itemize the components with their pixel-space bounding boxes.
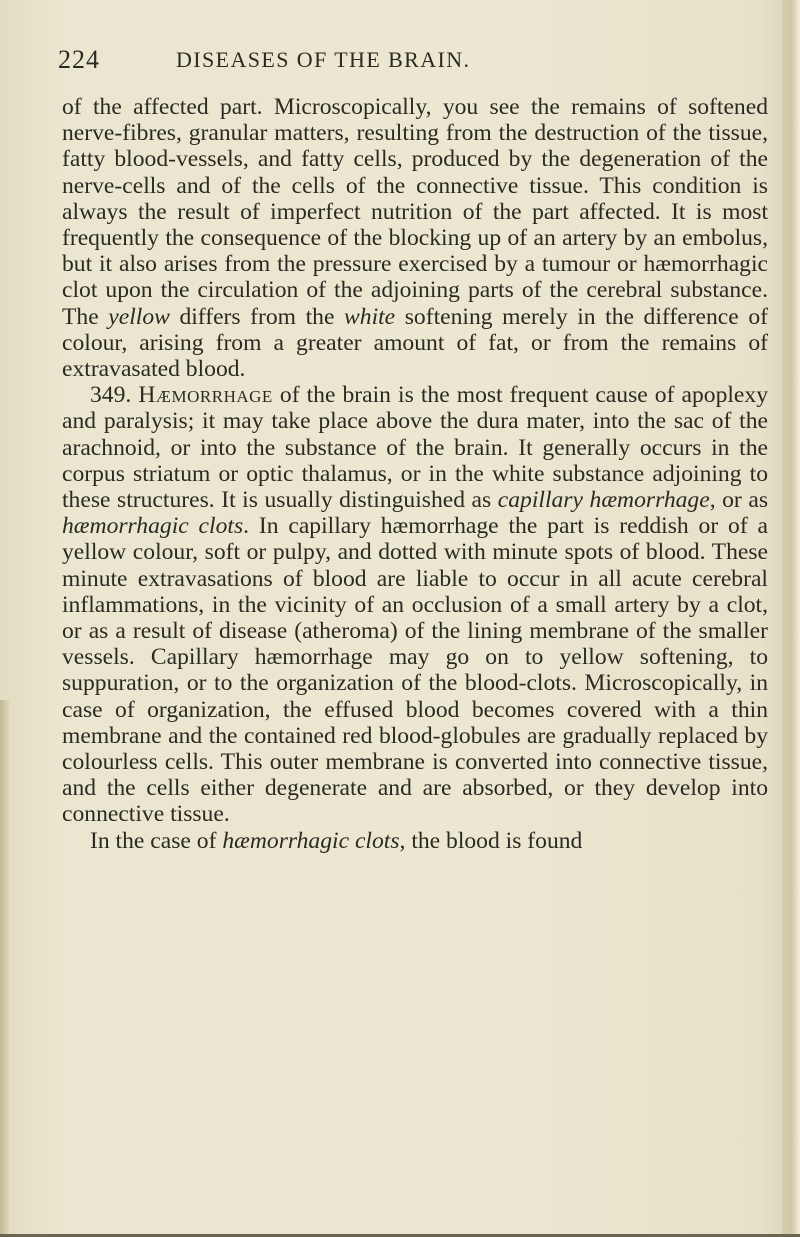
- page-spine-shadow: [0, 700, 10, 1237]
- paragraph-clots: [62, 828, 768, 854]
- page-header: [58, 45, 758, 85]
- section-heading: Hæmorrhage: [138, 382, 273, 409]
- text-run: of the affected part. Microscopically, you see the remains of softened nerve-fibres, granular matters, resulting from the destruction of the tissue, fatty blood-vessels, and fatty cells, produced by the degeneration of the nerve-cells and of the cells of the connective tissue. This condition is always the result of imperfect nutrition of the part affected. It is most frequently the consequence of the blocking up of an artery by an embolus, but it also arises from the pressure exercised by a tumour or hæmorrhagic clot upon the circulation of the adjoining parts of the cerebral substance. The: [62, 94, 768, 330]
- text-run: . In capillary hæmorrhage the part is reddish or of a yellow colour, soft or pulpy, and dotted with minute spots of blood. These minute extravasations of blood are liable to occur in all acute cerebral inflammations, in the vicinity of an occlusion of a small artery by a clot, or as a result of disease (atheroma) of the lining membrane of the smaller vessels. Capillary hæmorrhage may go on to yellow softening, to suppuration, or to the organization of the blood-clots. Microscopically, in case of organization, the effused blood becomes covered with a thin membrane and the contained red blood-globules are gradually replaced by colourless cells. This outer membrane is converted into connective tissue, and the cells either degenerate and are absorbed, or they develop into connective tissue.: [62, 513, 768, 828]
- text-run: , or as: [709, 487, 768, 514]
- body-text: [62, 94, 768, 854]
- italic-term-haemorrhagic-clots: hæmorrhagic clots: [62, 513, 244, 540]
- page-number: 224: [58, 45, 100, 74]
- text-run: of the brain is the most frequent cause of apoplexy and paralysis; it may take place above the dura mater, into the sac of the arachnoid, or into the substance of the brain. It generally occurs in the corpus striatum or optic thalamus, or in the white substance adjoining to these structures. It is usually distinguished as: [62, 382, 768, 514]
- italic-term-yellow: yellow: [108, 303, 170, 330]
- section-number: 349.: [90, 382, 132, 409]
- text-run: differs from the: [169, 303, 345, 330]
- italic-term-white: white: [344, 303, 396, 330]
- italic-term-capillary-haemorrhage: capillary hæmorrhage: [497, 487, 710, 514]
- text-run: , the blood is found: [399, 827, 583, 854]
- text-run: softening merely in the difference of colour, arising from a greater amount of fat, or from the remains of extravasated blood.: [62, 303, 768, 383]
- paragraph-continuation: [62, 94, 768, 382]
- paragraph-haemorrhage: [62, 382, 768, 827]
- italic-term-haemorrhagic-clots: hæmorrhagic clots: [222, 827, 400, 854]
- running-head: DISEASES OF THE BRAIN.: [176, 47, 471, 72]
- page-edge: [782, 0, 800, 1237]
- text-run: In the case of: [90, 827, 223, 854]
